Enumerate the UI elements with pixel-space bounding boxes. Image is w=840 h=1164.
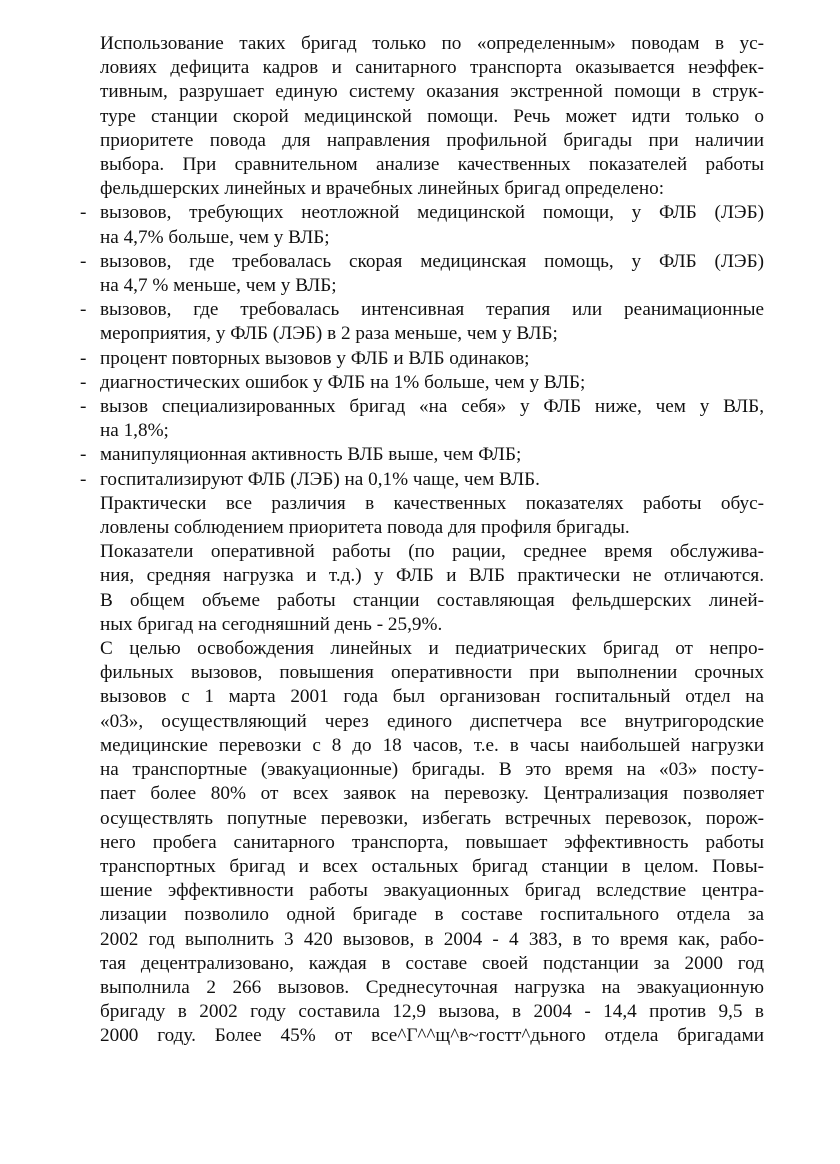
text-line: «03», осуществляющий через единого диспетчера все внутригородские	[100, 710, 764, 732]
text-line: транспортных бригад и всех остальных бригад станции в целом. Повы-	[100, 855, 764, 877]
list-dash: -	[80, 396, 87, 418]
list-dash: -	[80, 347, 87, 369]
comparison-list	[80, 201, 764, 491]
text-line: фельдшерских линейных и врачебных линейных бригад определено:	[100, 178, 665, 200]
text-line: вызовов, требующих неотложной медицинской помощи, у ФЛБ (ЛЭБ)	[100, 202, 764, 224]
list-item	[80, 371, 764, 395]
text-line: Использование таких бригад только по «определенным» поводам в ус-	[100, 33, 764, 54]
list-item	[80, 347, 764, 371]
text-line: вызовов, где требовалась интенсивная терапия или реанимационные	[100, 299, 764, 321]
list-dash: -	[80, 468, 87, 490]
text-line: туре станции скорой медицинской помощи. Речь может идти только о	[100, 105, 764, 127]
text-line: Практически все различия в качественных показателях работы обус-	[100, 492, 764, 514]
paragraph-differences	[80, 492, 764, 540]
text-line: него пробега санитарного транспорта, повышает эффективность работы	[100, 831, 764, 853]
text-line: ловиях дефицита кадров и санитарного транспорта оказывается неэффек-	[100, 57, 764, 79]
text-line: бригаду в 2002 году составила 12,9 вызова, в 2004 - 14,4 против 9,5 в	[100, 1001, 764, 1023]
text-line: вызовов, где требовалась скорая медицинская помощь, у ФЛБ (ЛЭБ)	[100, 250, 764, 272]
list-item	[80, 298, 764, 346]
text-line: пает более 80% от всех заявок на перевозку. Централизация позволяет	[100, 783, 764, 805]
paragraph-hospital-department	[80, 637, 764, 1048]
list-item	[80, 395, 764, 443]
text-line: диагностических ошибок у ФЛБ на 1% больше, чем у ВЛБ;	[100, 371, 586, 393]
text-line: медицинские перевозки с 8 до 18 часов, т.е. в часы наибольшей нагрузки	[100, 734, 764, 756]
paragraph-intro	[80, 32, 764, 201]
text-line: вызовов с 1 марта 2001 года был организован госпитальный отдел на	[100, 686, 764, 708]
text-line: 2002 год выполнить 3 420 вызовов, в 2004 - 4 383, в то время как, рабо-	[100, 928, 764, 950]
text-line: на 1,8%;	[100, 420, 169, 442]
text-line: 2000 году. Более 45% от все^Г^^щ^в~гостт^дьного отдела бригадами	[100, 1025, 764, 1047]
list-dash: -	[80, 299, 87, 321]
text-line: приоритете повода для направления профильной бригады при наличии	[100, 129, 764, 151]
text-line: процент повторных вызовов у ФЛБ и ВЛБ одинаков;	[100, 347, 530, 369]
text-line: выбора. При сравнительном анализе качественных показателей работы	[100, 154, 764, 176]
list-item	[80, 201, 764, 249]
list-item	[80, 250, 764, 298]
text-line: вызов специализированных бригад «на себя» у ФЛБ ниже, чем у ВЛБ,	[100, 396, 764, 418]
text-line: ловлены соблюдением приоритета повода для профиля бригады.	[100, 517, 630, 539]
text-line: фильных вызовов, повышения оперативности при выполнении срочных	[100, 662, 764, 684]
text-line: госпитализируют ФЛБ (ЛЭБ) на 0,1% чаще, чем ВЛБ.	[100, 468, 540, 490]
text-line: мероприятия, у ФЛБ (ЛЭБ) в 2 раза меньше, чем у ВЛБ;	[100, 323, 558, 345]
text-line: С целью освобождения линейных и педиатрических бригад от непро-	[100, 638, 764, 660]
document-page	[80, 32, 764, 1049]
text-line: ния, средняя нагрузка и т.д.) у ФЛБ и ВЛБ практически не отличаются.	[100, 565, 764, 587]
text-line: на 4,7 % меньше, чем у ВЛБ;	[100, 275, 337, 297]
paragraph-operational	[80, 540, 764, 637]
text-line: выполнила 2 266 вызовов. Среднесуточная нагрузка на эвакуационную	[100, 976, 764, 998]
text-line: на транспортные (эвакуационные) бригады. В это время на «03» посту-	[100, 759, 764, 781]
text-line: лизации позволило одной бригаде в составе госпитального отдела за	[100, 904, 764, 926]
text-line: Показатели оперативной работы (по рации, среднее время обслужива-	[100, 541, 764, 563]
text-line: В общем объеме работы станции составляющая фельдшерских линей-	[100, 589, 764, 611]
text-line: манипуляционная активность ВЛБ выше, чем ФЛБ;	[100, 444, 522, 466]
text-line: ных бригад на сегодняшний день - 25,9%.	[100, 613, 443, 635]
list-dash: -	[80, 202, 87, 224]
text-line: осуществлять попутные перевозки, избегать встречных перевозок, порож-	[100, 807, 764, 829]
text-line: шение эффективности работы эвакуационных бригад вследствие центра-	[100, 880, 764, 902]
list-item	[80, 443, 764, 467]
list-dash: -	[80, 250, 87, 272]
list-dash: -	[80, 371, 87, 393]
text-line: тивным, разрушает единую систему оказания экстренной помощи в струк-	[100, 81, 764, 103]
list-item	[80, 468, 764, 492]
list-dash: -	[80, 444, 87, 466]
text-line: на 4,7% больше, чем у ВЛБ;	[100, 226, 330, 248]
text-line: тая децентрализовано, каждая в составе своей подстанции за 2000 год	[100, 952, 764, 974]
